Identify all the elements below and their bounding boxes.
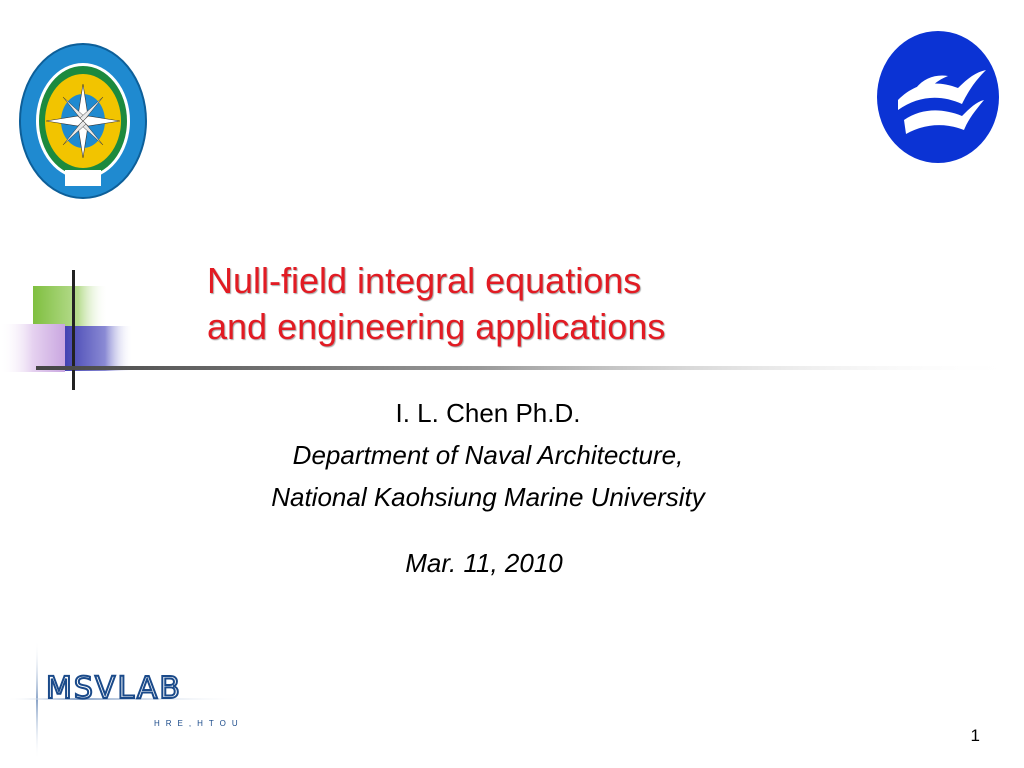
presentation-date: Mar. 11, 2010: [405, 548, 563, 578]
author-name: I. L. Chen Ph.D.: [395, 398, 581, 428]
title-line-2: and engineering applications: [207, 306, 666, 347]
university-seal-icon: [18, 42, 148, 200]
msvlab-logo-icon: [6, 640, 256, 760]
wave-emblem-icon: [876, 30, 1000, 164]
title-line-1: Null-field integral equations: [207, 260, 642, 301]
page-number: 1: [970, 726, 980, 745]
department-name: Department of Naval Architecture,: [292, 440, 684, 470]
svg-text:HRE,HTOU: HRE,HTOU: [154, 719, 244, 728]
author-block: [150, 392, 826, 518]
svg-text:MSVLAB: MSVLAB: [46, 671, 182, 706]
slide-title: [207, 258, 907, 350]
university-name: National Kaohsiung Marine University: [271, 482, 705, 512]
